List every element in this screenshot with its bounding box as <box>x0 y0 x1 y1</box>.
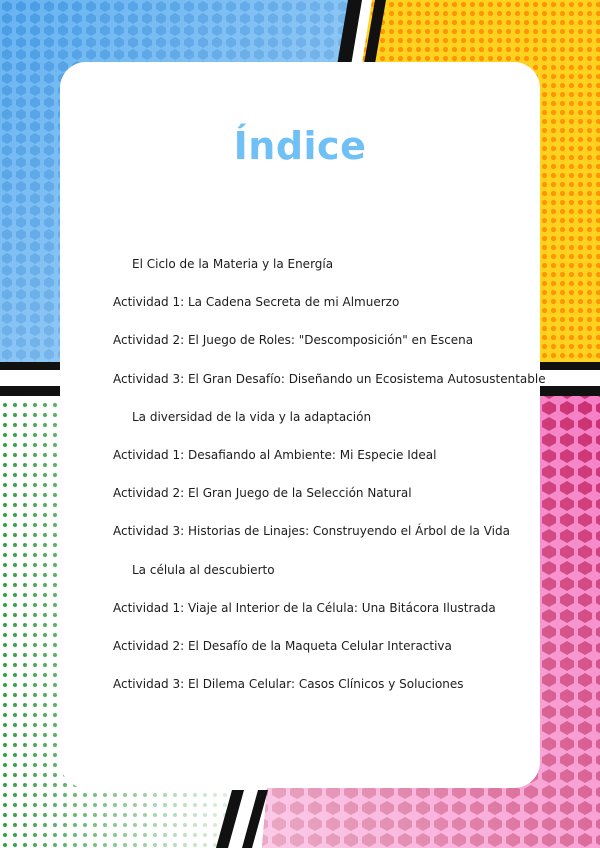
toc-activity-entry[interactable]: Actividad 3: El Dilema Celular: Casos Clínicos y Soluciones <box>113 677 464 692</box>
toc-activity-entry[interactable]: Actividad 3: El Gran Desafío: Diseñando un Ecosistema Autosustentable <box>113 371 546 386</box>
toc-section-heading[interactable]: La diversidad de la vida y la adaptación <box>132 409 372 424</box>
toc-activity-entry[interactable]: Actividad 1: La Cadena Secreta de mi Almuerzo <box>113 295 400 310</box>
page-title: Índice <box>233 124 367 168</box>
toc-activity-entry[interactable]: Actividad 1: Viaje al Interior de la Célula: Una Bitácora Ilustrada <box>113 600 496 615</box>
toc-activity-entry[interactable]: Actividad 2: El Juego de Roles: "Descomposición" en Escena <box>113 333 474 348</box>
toc-activity-entry[interactable]: Actividad 2: El Desafío de la Maqueta Celular Interactiva <box>113 639 452 653</box>
toc-section-heading[interactable]: La célula al descubierto <box>132 562 275 577</box>
toc-activity-entry[interactable]: Actividad 2: El Gran Juego de la Selección Natural <box>113 486 412 501</box>
toc-activity-entry[interactable]: Actividad 1: Desafiando al Ambiente: Mi Especie Ideal <box>113 448 437 462</box>
toc-activity-entry[interactable]: Actividad 3: Historias de Linajes: Construyendo el Árbol de la Vida <box>113 524 510 539</box>
toc-section-heading[interactable]: El Ciclo de la Materia y la Energía <box>132 257 334 271</box>
